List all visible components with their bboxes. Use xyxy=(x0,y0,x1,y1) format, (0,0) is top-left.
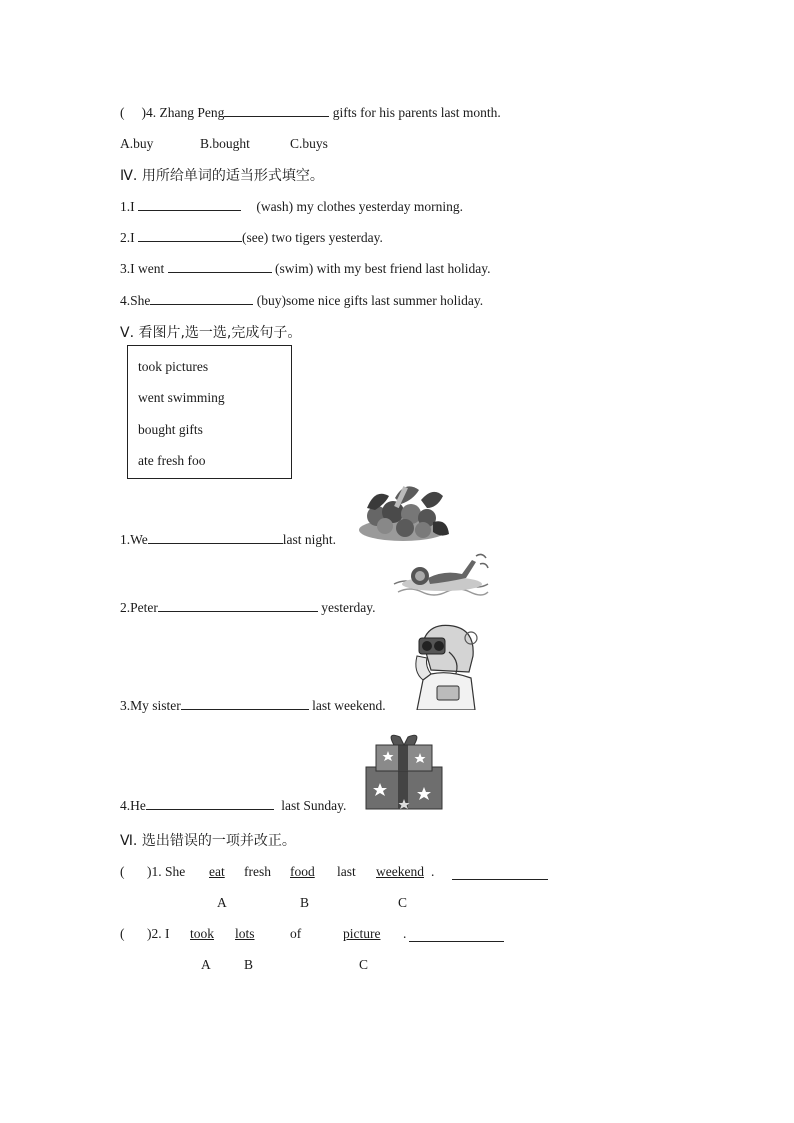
s5-item-4-pre: 4.He xyxy=(120,798,146,813)
s6-q2-label-b: B xyxy=(244,957,254,972)
s5-item-1 xyxy=(120,531,336,548)
s6-q2-label-c: C xyxy=(359,957,369,972)
section-6-title: Ⅵ. 选出错误的一项并改正。 xyxy=(120,833,296,849)
s6-q2-paren: ( xyxy=(120,926,125,941)
s4-item-1 xyxy=(120,198,463,215)
q4-question-line xyxy=(120,104,501,121)
s6-q1-label-a: A xyxy=(217,895,227,910)
s4-item-3-blank[interactable] xyxy=(168,260,272,273)
word-bank-option-1: took pictures xyxy=(138,359,209,374)
q4-answer-blank[interactable] xyxy=(224,104,329,117)
s6-q1-period: . xyxy=(431,864,435,879)
q4-option-c: C.buys xyxy=(290,136,328,151)
s6-q1-correction-blank[interactable] xyxy=(452,866,548,880)
s4-item-3-post: (swim) with my best friend last holiday. xyxy=(275,261,491,276)
s4-item-1-pre: 1.I xyxy=(120,199,135,214)
gifts-picture xyxy=(364,727,444,811)
word-bank-option-2: went swimming xyxy=(138,390,225,405)
s6-q1-paren: ( xyxy=(120,864,125,879)
s4-item-2 xyxy=(120,229,383,246)
s6-q2-word-of: of xyxy=(290,926,302,941)
q4-open-paren: ( xyxy=(120,105,125,120)
s4-item-2-pre: 2.I xyxy=(120,230,135,245)
s4-item-1-blank[interactable] xyxy=(138,198,241,211)
q4-option-b: B.bought xyxy=(200,136,250,151)
s4-item-2-blank[interactable] xyxy=(138,229,242,242)
s5-item-3 xyxy=(120,697,386,714)
s6-q2-correction-blank[interactable] xyxy=(409,928,504,942)
q4-option-a: A.buy xyxy=(120,136,154,151)
s4-item-4 xyxy=(120,292,483,309)
section-4-title: Ⅳ. 用所给单词的适当形式填空。 xyxy=(120,168,324,184)
s5-item-4-post: last Sunday. xyxy=(281,798,347,813)
s5-item-3-post: last weekend. xyxy=(312,698,386,713)
s5-item-1-blank[interactable] xyxy=(148,531,283,544)
section-5-title: Ⅴ. 看图片,选一选,完成句子。 xyxy=(120,325,302,341)
photographer-picture xyxy=(409,622,481,710)
s5-item-1-post: last night. xyxy=(282,532,337,547)
s6-q2-word-b: lots xyxy=(235,926,255,941)
s5-item-4-blank[interactable] xyxy=(146,797,274,810)
s5-item-2-pre: 2.Peter xyxy=(120,600,158,615)
s6-q1-label-b: B xyxy=(300,895,310,910)
s5-item-3-blank[interactable] xyxy=(181,697,309,710)
word-bank-option-3: bought gifts xyxy=(138,422,203,437)
s6-q2-period: . xyxy=(403,926,407,941)
s5-item-2-post: yesterday. xyxy=(321,600,376,615)
s4-item-3-pre: 3.I went xyxy=(120,261,165,276)
s6-q1-label-c: C xyxy=(398,895,408,910)
s5-item-4 xyxy=(120,797,346,814)
s5-item-2-blank[interactable] xyxy=(158,599,318,612)
s6-q2-word-a: took xyxy=(190,926,215,941)
s6-q1-word-a: eat xyxy=(209,864,225,879)
s6-q2-word-c: picture xyxy=(343,926,381,941)
s5-item-2 xyxy=(120,599,375,616)
vegetables-picture xyxy=(355,478,450,544)
s6-q1-word-b: food xyxy=(290,864,315,879)
s5-item-1-pre: 1.We xyxy=(120,532,148,547)
s6-q1-word-last: last xyxy=(337,864,356,879)
s4-item-1-post: (wash) my clothes yesterday morning. xyxy=(256,199,463,214)
s6-q1-word-fresh: fresh xyxy=(244,864,271,879)
s5-item-3-pre: 3.My sister xyxy=(120,698,181,713)
s4-item-3 xyxy=(120,260,490,277)
s6-q1-word-c: weekend xyxy=(376,864,424,879)
s6-q2-label-a: A xyxy=(201,957,211,972)
s6-q2-stem: )2. I xyxy=(147,926,170,941)
s6-q1-stem: )1. She xyxy=(147,864,186,879)
q4-stem: )4. Zhang Peng xyxy=(141,105,225,120)
s4-item-2-post: (see) two tigers yesterday. xyxy=(242,230,383,245)
s4-item-4-post: (buy)some nice gifts last summer holiday. xyxy=(256,293,484,308)
s4-item-4-pre: 4.She xyxy=(120,293,151,308)
swimming-picture xyxy=(392,550,490,600)
q4-stem-tail: gifts for his parents last month. xyxy=(332,105,501,120)
word-bank-option-4: ate fresh foo xyxy=(138,453,206,468)
s4-item-4-blank[interactable] xyxy=(150,292,253,305)
